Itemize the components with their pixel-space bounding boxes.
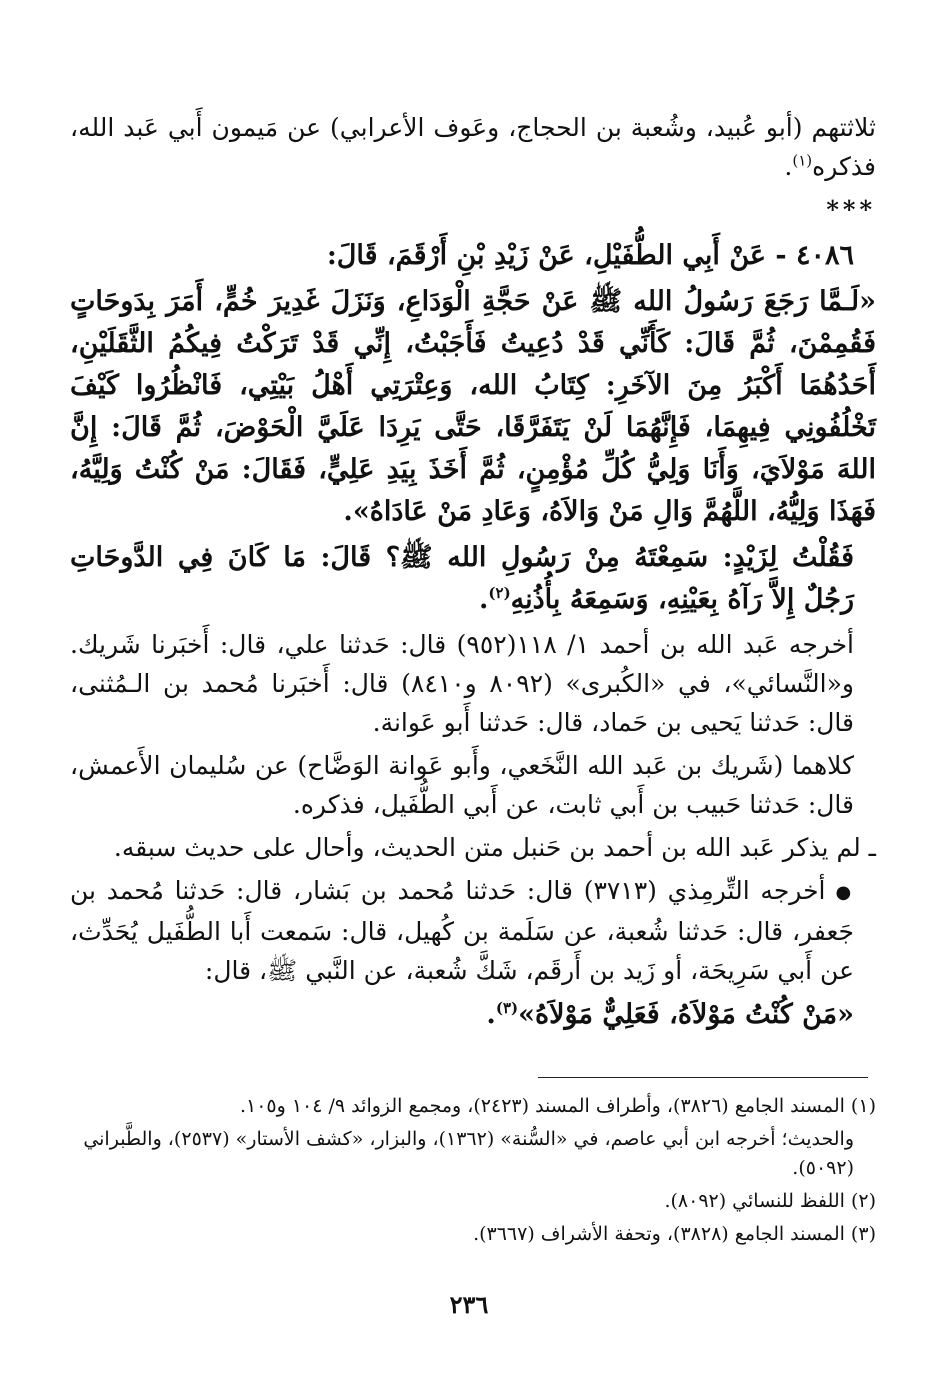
editor-note: ـ لم يذكر عَبد الله بن أحمد بن حَنبل متن الحديث، وأحال على حديث سبقه. (113, 833, 876, 862)
takhrij-3-text: أخرجه التِّرمِذي (٣٧١٣) قال: حَدثنا مُحمد بن بَشار، قال: حَدثنا مُحمد بن جَعفر، قال: حَدثنا شُعبة، عن سَلَمة بن كُهيل، قال: سَمعت أَبا الطُّفَيل يُحَدِّث، عن أَبي سَرِيحَة، أو زَيد بن أَرقَم، شَكَّ شُعبة، عن النَّبي ﷺ، قال: (70, 876, 854, 985)
footnote-ref-3: (٣) (495, 999, 519, 1017)
footnote-1-continuation: والحديث؛ أخرجه ابن أبي عاصم، في «السُّنة» (١٣٦٢)، والبزار، «كشف الأستار» (٢٥٣٧)، والطَّبراني (٥٠٩٢). (83, 1128, 854, 1179)
takhrij-paragraph-1: أخرجه عَبد الله بن أحمد ١/ ١١٨(٩٥٢) قال: حَدثنا علي، قال: أَخبَرنا شَريك. و«النَّسائي»، في «الكُبرى» (٨٠٩٢ و٨٤١٠) قال: أَخبَرنا مُحمد بن الـمُثنى، قال: حَدثنا يَحيى بن حَماد، قال: حَدثنا أَبو عَوانة. (70, 630, 854, 737)
hadith-text: «لَـمَّا رَجَعَ رَسُولُ الله ﷺ عَنْ حَجَّةِ الْوَدَاعِ، وَنَزَلَ غَدِيرَ خُمٍّ، أَمَرَ بِدَوحَاتٍ فَقُمِمْنَ، ثُمَّ قَالَ: كَأَنِّي قَدْ دُعِيتُ فَأَجَبْتُ، إِنِّي قَدْ تَرَكْتُ فِيكُمُ الثَّقَلَيْنِ، أَحَدُهُمَا أَكْبَرُ مِنَ الآخَرِ: كِتَابُ الله، وَعِتْرَتِي أَهْلُ بَيْتِي، فَانْظُرُوا كَيْفَ تَخْلُفُونِي فِيهِمَا، فَإِنَّهُمَا لَنْ يَتَفَرَّقَا، حَتَّى يَرِدَا عَلَيَّ الْحَوْضَ، ثُمَّ قَالَ: إِنَّ اللهَ مَوْلاَيَ، وَأَنَا وَلِيُّ كُلِّ مُؤْمِنٍ، ثُمَّ أَخَذَ بِيَدِ عَلِيٍّ، فَقَالَ: مَنْ كُنْتُ وَلِيَّهُ، فَهَذَا وَلِيُّهُ، اللَّهُمَّ وَالِ مَنْ وَالاَهُ، وَعَادِ مَنْ عَادَاهُ». (70, 286, 876, 527)
opening-text: ثلاثتهم (أبو عُبيد، وشُعبة بن الحجاج، وعَوف الأعرابي) عن مَيمون أَبي عَبد الله، فذكره (70, 113, 876, 181)
footnote-divider (538, 1077, 868, 1078)
footnote-ref-2: (٢) (488, 584, 511, 602)
hadith-short (70, 994, 876, 1036)
footnote-ref-1: (١) (792, 151, 813, 170)
hadith-question-end: . (478, 584, 489, 615)
main-text (70, 108, 876, 1040)
page-number: ٢٣٦ (449, 1290, 489, 1319)
bullet-icon: ● (835, 882, 854, 903)
takhrij-paragraph-2: كلاهما (شَريك بن عَبد الله النَّخَعي، وأَبو عَوانة الوَضَّاح) عن سُليمان الأَعمش، قال: حَدثنا حَبيب بن أَبي ثابت، عن أَبي الطُّفَيل، فذكره. (70, 751, 854, 819)
hadith-question (70, 537, 876, 621)
opening-end: . (784, 152, 793, 181)
section-separator: *** (826, 195, 876, 224)
opening-paragraph (70, 108, 876, 186)
hadith-short-text: «مَنْ كُنْتُ مَوْلاَهُ، فَعَلِيٌّ مَوْلاَهُ» (518, 999, 854, 1030)
takhrij-paragraph-3 (70, 871, 876, 990)
hadith-short-end: . (486, 999, 496, 1030)
footnote-1: (١) المسند الجامع (٣٨٢٦)، وأطراف المسند (٢٤٢٣)، ومجمع الزوائد ٩/ ١٠٤ و١٠٥. (239, 1095, 876, 1117)
hadith-question-text: فَقُلْتُ لِزَيْدٍ: سَمِعْتَهُ مِنْ رَسُولِ الله ﷺ؟ قَالَ: مَا كَانَ فِي الدَّوحَاتِ رَجُلٌ إِلاَّ رَآهُ بِعَيْنِهِ، وَسَمِعَهُ بِأُذُنِهِ (70, 542, 854, 615)
footnote-3: (٣) المسند الجامع (٣٨٢٨)، وتحفة الأشراف (٣٦٦٧). (473, 1223, 876, 1245)
footnote-2: (٢) اللفظ للنسائي (٨٠٩٢). (664, 1190, 876, 1212)
footnotes (70, 1092, 876, 1253)
hadith-intro: ٤٠٨٦ - عَنْ أَبِي الطُّفَيْلِ، عَنْ زَيْدِ بْنِ أَرْقَمَ، قَالَ: (326, 240, 854, 271)
